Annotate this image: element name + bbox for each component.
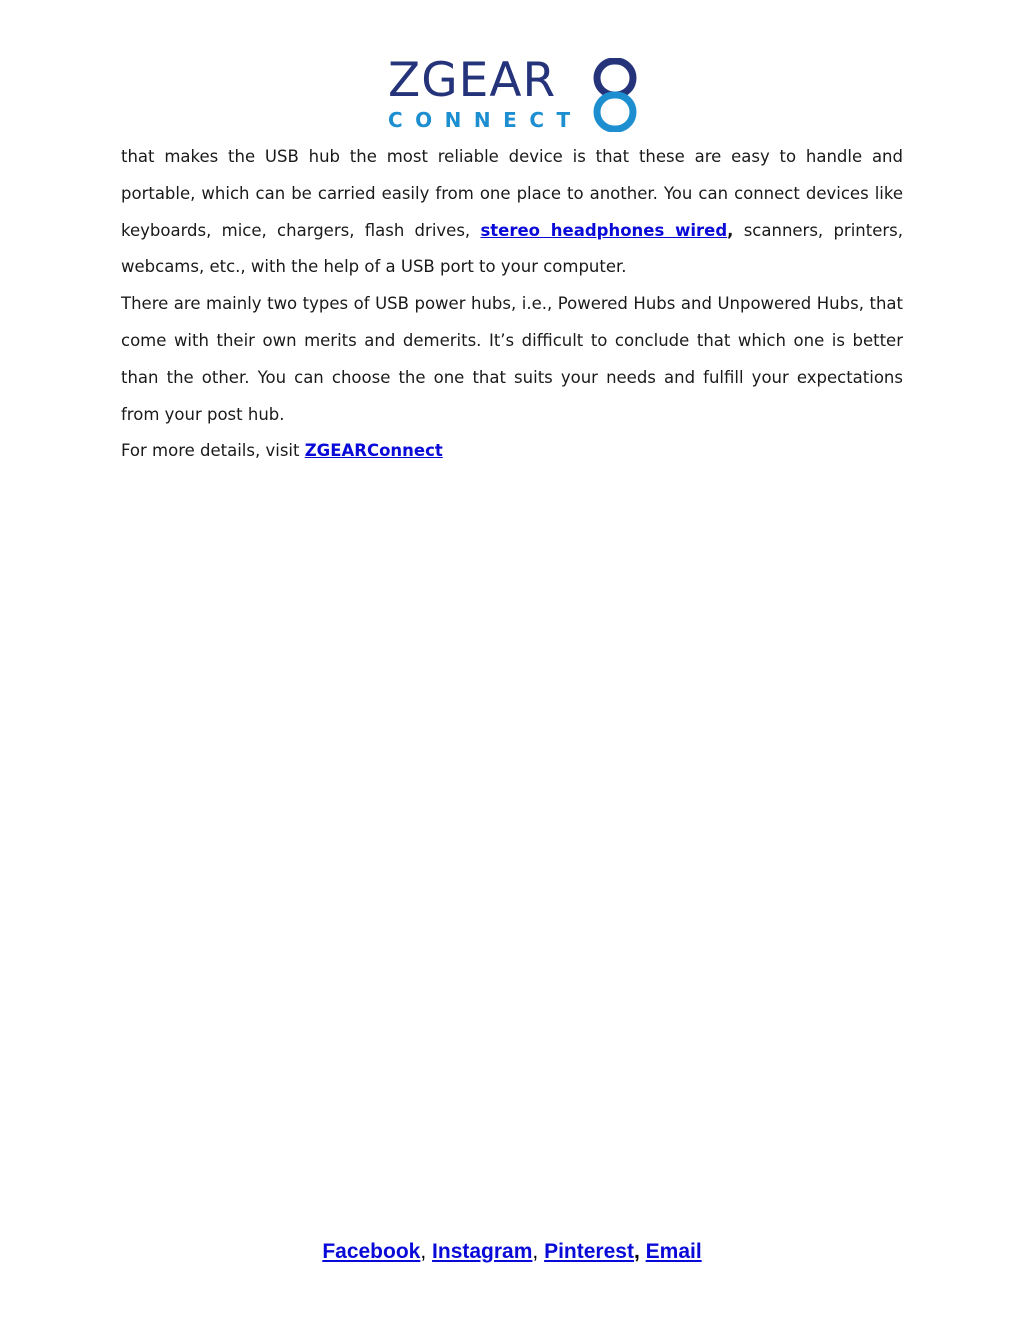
paragraph-text: For more details, visit — [121, 441, 305, 461]
paragraph-more-details — [121, 433, 903, 470]
separator: , — [532, 1240, 539, 1263]
facebook-link[interactable]: Facebook — [322, 1240, 421, 1263]
stereo-headphones-link[interactable]: stereo headphones wired — [480, 220, 728, 240]
logo-wordmark — [388, 53, 588, 132]
zgearconnect-link[interactable]: ZGEARConnect — [304, 441, 443, 461]
footer-social-links — [0, 1236, 1024, 1268]
email-link[interactable]: Email — [645, 1240, 702, 1263]
brand-logo — [388, 53, 638, 134]
paragraph-usb-hub-benefits — [121, 139, 903, 286]
paragraph-hub-types: There are mainly two types of USB power hubs, i.e., Powered Hubs and Unpowered Hubs, that come with their own merits and demerits. It’s difficult to conclude that which one is better than the other. You can choose the one that suits your needs and fulfill your expectations from your post hub. — [121, 294, 903, 424]
separator: , — [633, 1240, 640, 1263]
chain-link-icon — [592, 58, 638, 132]
article-body — [121, 139, 903, 470]
paragraph-text: scanners, printers, webcams, etc., with the help of a USB port to your computer. — [121, 220, 903, 277]
separator: , — [420, 1240, 427, 1263]
paragraph-text: that makes the USB hub the most reliable device is that these are easy to handle and portable, which can be carried easily from one place to another. You can connect devices like keyboards, mice, chargers, flash drives, — [121, 147, 903, 240]
instagram-link[interactable]: Instagram — [432, 1240, 533, 1263]
logo-sub-text: CONNECT — [388, 108, 583, 132]
comma: , — [727, 220, 734, 240]
logo-main-text: ZGEAR — [388, 53, 557, 108]
pinterest-link[interactable]: Pinterest — [544, 1240, 634, 1263]
